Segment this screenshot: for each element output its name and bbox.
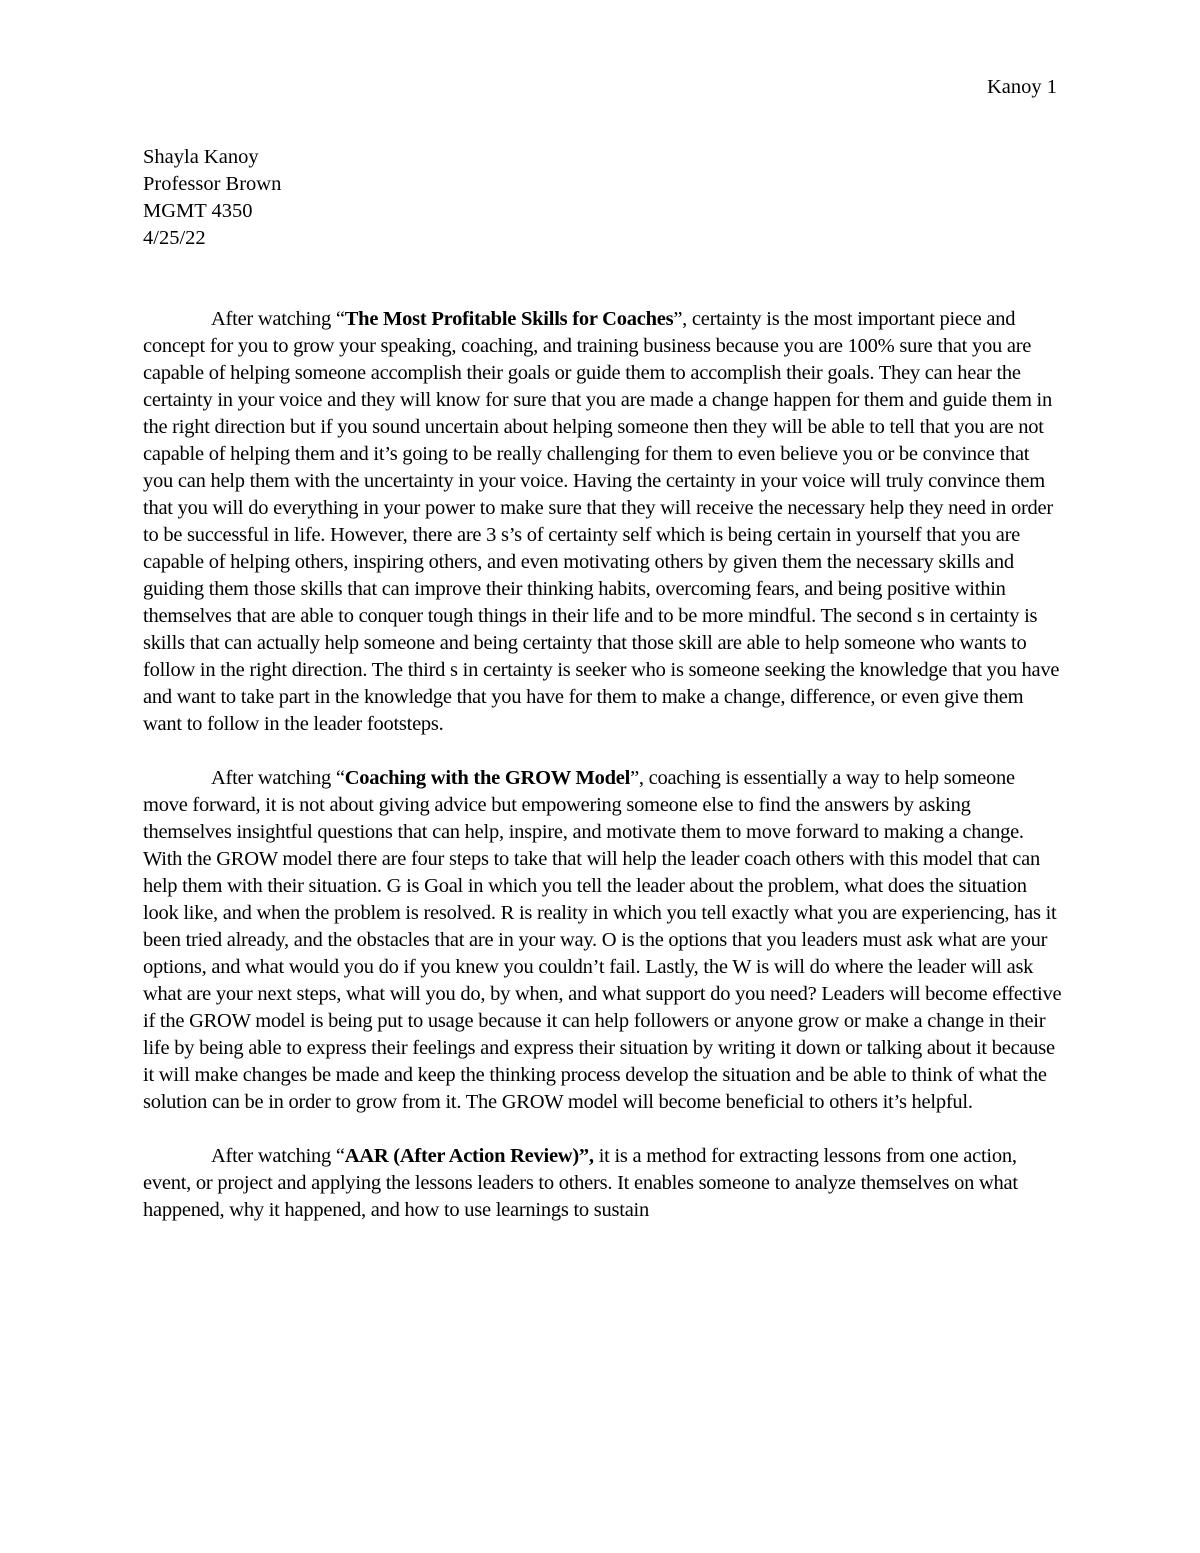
paragraph-after-action-review (143, 1143, 1063, 1224)
date: 4/25/22 (143, 227, 206, 249)
video-title: Coaching with the GROW Model (344, 767, 631, 789)
student-name: Shayla Kanoy (143, 146, 259, 168)
paragraph-lead: After watching “ (211, 1145, 345, 1167)
paragraph-profitable-skills (143, 306, 1063, 738)
paragraph-text: it is a method for extracting lessons from one action, event, or project and applying the lessons leaders to others. It enables someone to analyze themselves on what happened, why it happened, and how to use learnings to sustain (143, 1145, 1018, 1221)
running-header (987, 74, 1057, 101)
video-title: AAR (After Action Review)”, (344, 1145, 594, 1167)
video-title: The Most Profitable Skills for Coaches (344, 308, 674, 330)
paragraph-lead: After watching “ (211, 308, 345, 330)
essay-body (143, 306, 1063, 1224)
professor-name: Professor Brown (143, 173, 282, 195)
paragraph-lead: After watching “ (211, 767, 345, 789)
running-head-text: Kanoy 1 (986, 76, 1057, 98)
course-code: MGMT 4350 (143, 200, 253, 222)
paragraph-text: ”, certainty is the most important piece and concept for you to grow your speaking, coaching, and training business because you are 100% sure that you are capable of helping someone accomplish their goals or guide them to accomplish their goals. They can hear the certainty in your voice and they will know for sure that you are made a change happen for them and guide them in the right direction but if you sound uncertain about helping someone then they will be able to tell that you are not capable of helping them and it’s going to be really challenging for them to even believe you or be convince that you can help them with the uncertainty in your voice. Having the certainty in your voice will truly convince them that you will do everything in your power to make sure that they will receive the necessary help they need in order to be successful in life. However, there are 3 s’s of certainty self which is being certain in yourself that you are capable of helping others, inspiring others, and even motivating others by given them the necessary skills and guiding them those skills that can improve their thinking habits, overcoming fears, and being positive within themselves that are able to conquer tough things in their life and to be more mindful. The second s in certainty is skills that can actually help someone and being certainty that those skill are able to help someone who wants to follow in the right direction. The third s in certainty is seeker who is someone seeking the knowledge that you have and want to take part in the knowledge that you have for them to make a change, difference, or even give them want to follow in the leader footsteps. (143, 308, 1060, 735)
paragraph-text: ”, coaching is essentially a way to help someone move forward, it is not about giving advice but empowering someone else to find the answers by asking themselves insightful questions that can help, inspire, and motivate them to move forward to making a change. With the GROW model there are four steps to take that will help the leader coach others with this model that can help them with their situation. G is Goal in which you tell the leader about the problem, what does the situation look like, and when the problem is resolved. R is reality in which you tell exactly what you are experiencing, has it been tried already, and the obstacles that are in your way. O is the options that you leaders must ask what are your options, and what would you do if you knew you couldn’t fail. Lastly, the W is will do where the leader will ask what are your next steps, what will you do, by when, and what support do you need? Leaders will become effective if the GROW model is being put to usage because it can help followers or anyone grow or make a change in their life by being able to express their feelings and express their situation by writing it down or talking about it because it will make changes be made and keep the thinking process develop the situation and be able to think of what the solution can be in order to grow from it. The GROW model will become beneficial to others it’s helpful. (143, 767, 1062, 1113)
paragraph-grow-model (143, 765, 1063, 1116)
mla-heading (143, 144, 281, 252)
